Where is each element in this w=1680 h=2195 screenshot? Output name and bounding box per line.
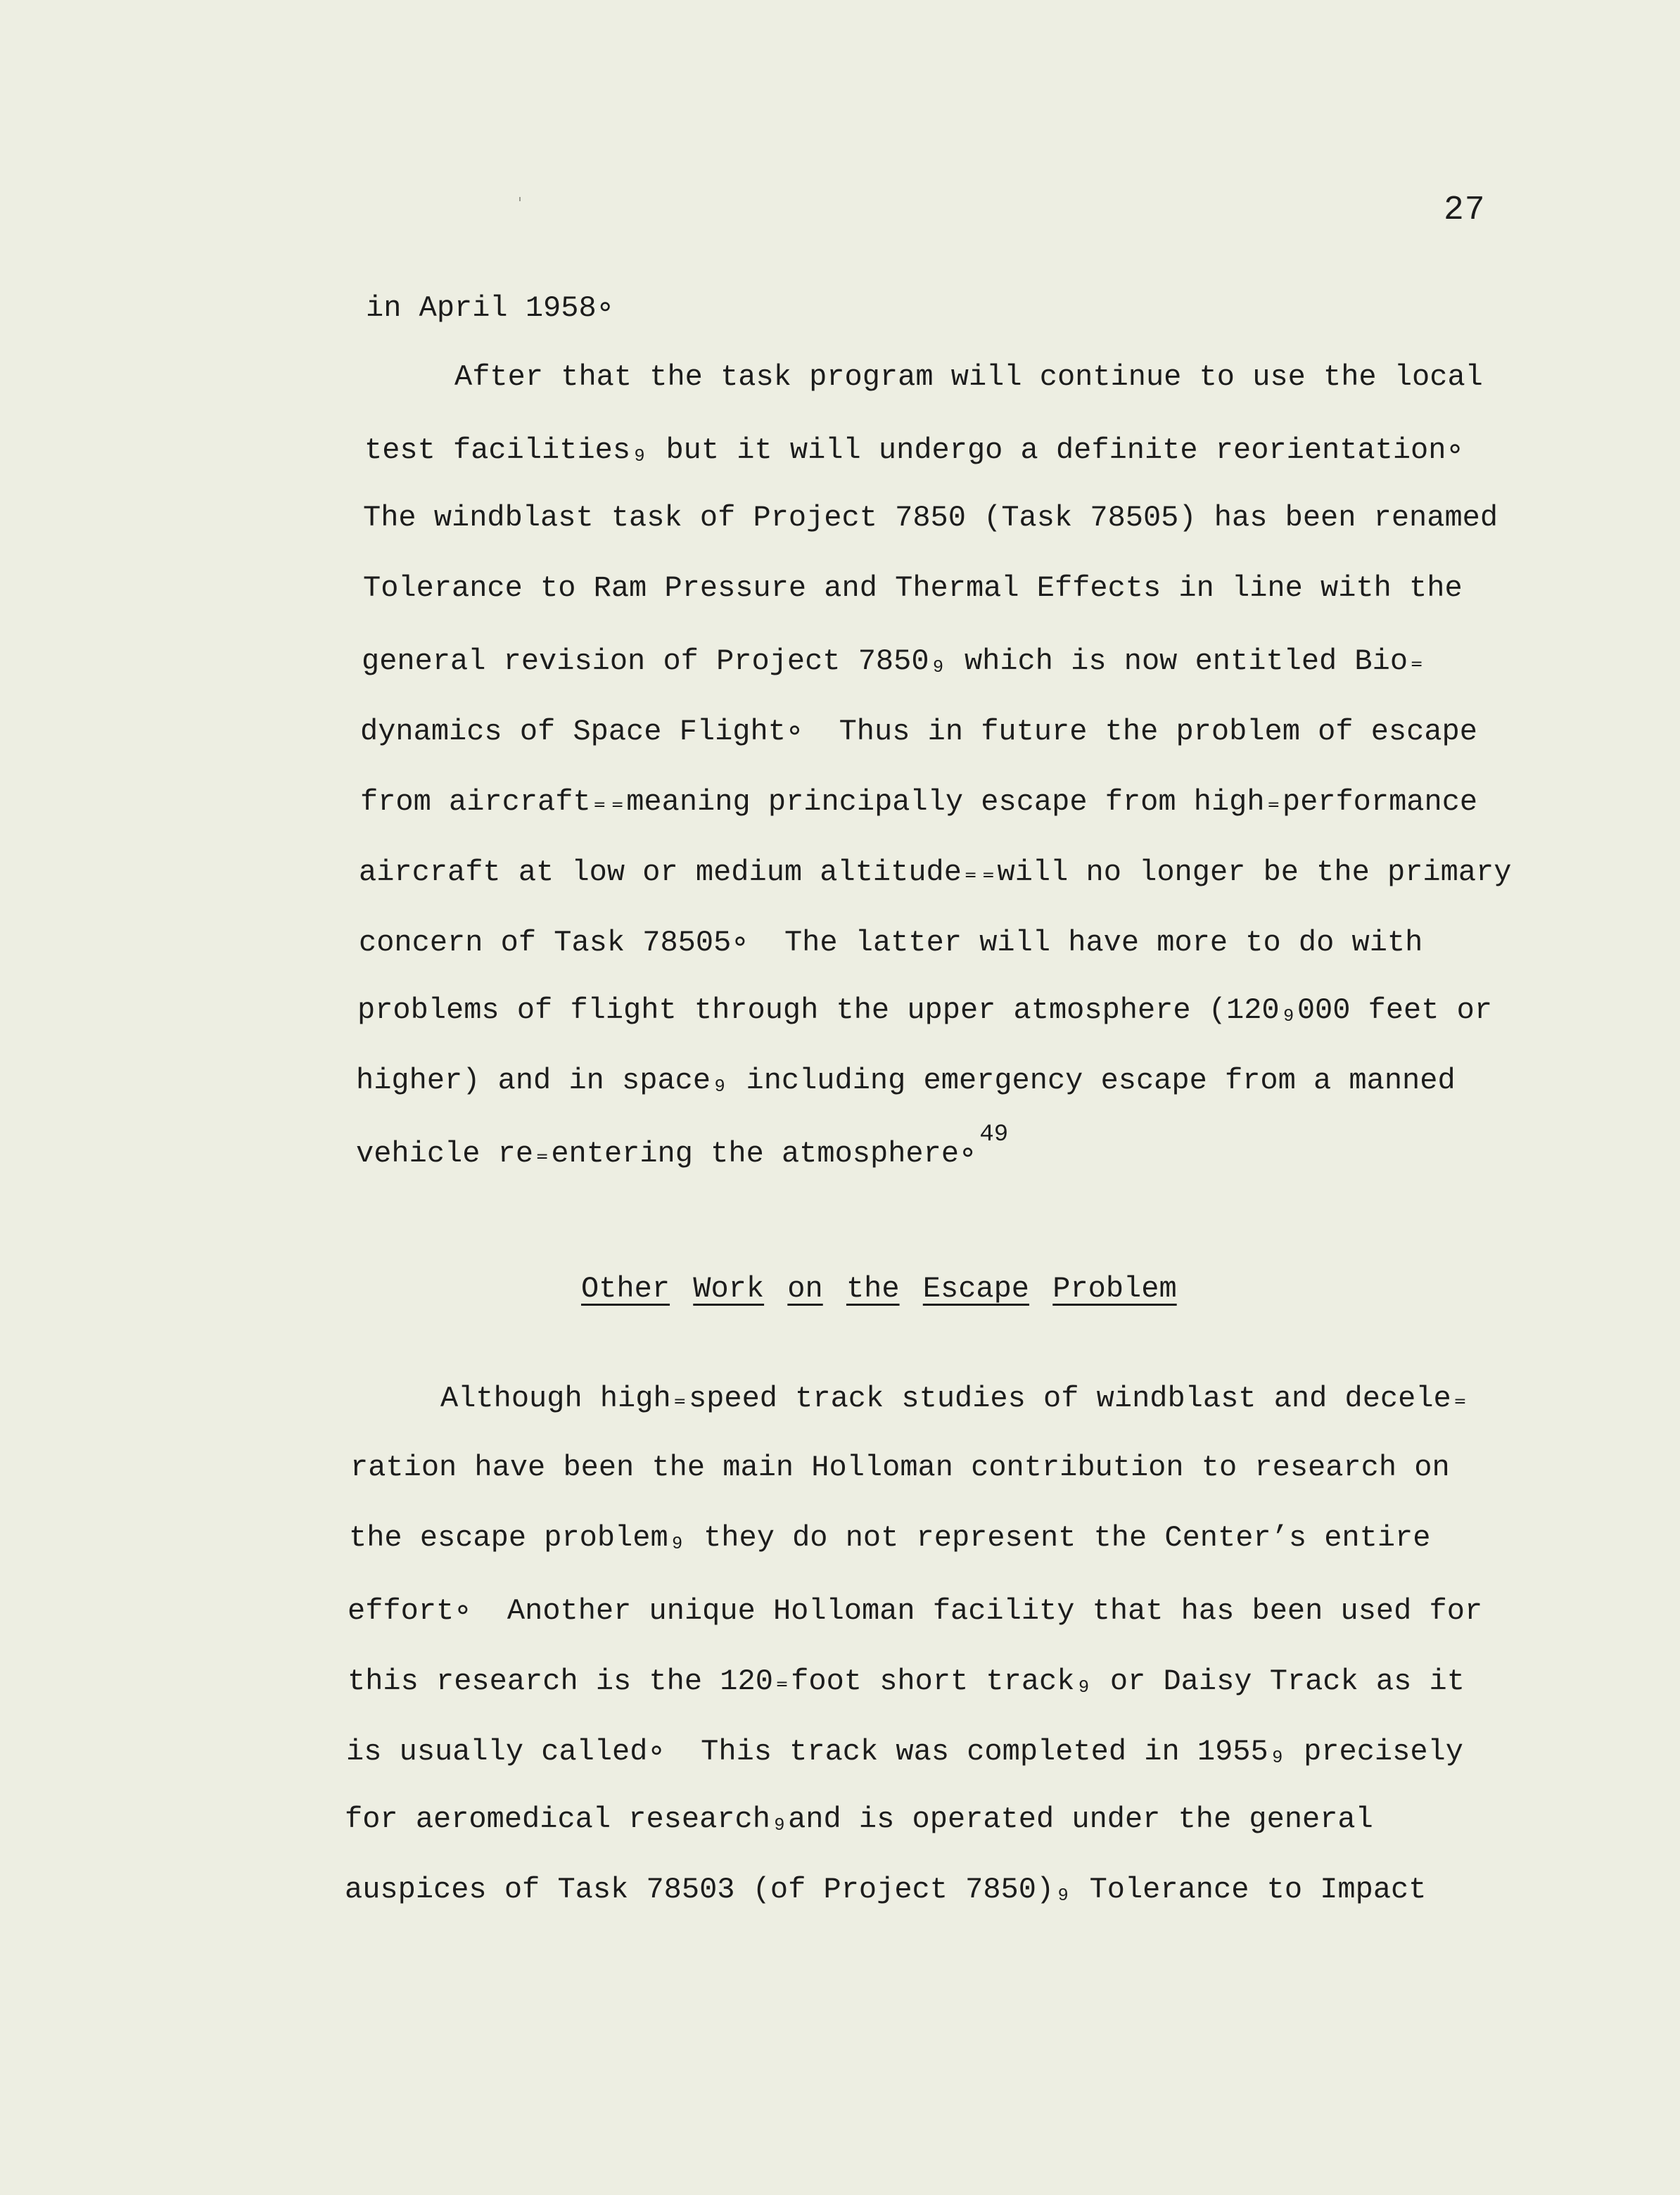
text-line: auspices of Task 78503 (of Project 7850)₉ Tolerance to Impact [345,1873,1427,1907]
text-line: Although high₌speed track studies of windblast and decele₌ [352,1382,1470,1415]
heading-word: Other [581,1272,670,1306]
text-line: concern of Task 78505∘ The latter will have more to do with [359,926,1423,960]
text-line: test facilities₉ but it will undergo a definite reorientation∘ [364,433,1464,467]
text-line: aircraft at low or medium altitude₌₌will no longer be the primary [359,855,1512,889]
text-line: this research is the 120₌foot short track₉ or Daisy Track as it [348,1665,1465,1698]
text-line: higher) and in space₉ including emergency escape from a manned [356,1064,1456,1098]
text-line: from aircraft₌₌meaning principally escape from high₌performance [360,785,1478,819]
text-line: effort∘ Another unique Holloman facility that has been used for [348,1594,1483,1628]
text-line: general revision of Project 7850₉ which is now entitled Bio₌ [362,644,1426,678]
section-heading [581,1272,1177,1306]
text-line: The windblast task of Project 7850 (Task 78505) has been renamed [363,501,1498,535]
heading-word: the [846,1272,900,1306]
text-line: vehicle re₌entering the atmosphere∘ [356,1137,977,1171]
heading-word: Escape [922,1272,1030,1306]
page-number: 27 [1444,191,1486,229]
footnote-reference: 49 [979,1121,1009,1148]
heading-word: on [787,1272,823,1306]
text-line: After that the task program will continue to use the local [366,360,1483,394]
text-line: ration have been the main Holloman contribution to research on [350,1451,1450,1484]
text-line: in April 1958∘ [366,291,614,325]
stray-mark [519,197,521,201]
text-line: Tolerance to Ram Pressure and Thermal Effects in line with the [363,571,1463,605]
text-line: the escape problem₉ they do not represent the Center’s entire [349,1521,1431,1555]
heading-word: Problem [1052,1272,1177,1306]
text-line: problems of flight through the upper atmosphere (120₉000 feet or [357,993,1493,1027]
text-line: for aeromedical research₉and is operated under the general [345,1802,1373,1836]
text-line: is usually called∘ This track was completed in 1955₉ precisely [346,1735,1463,1769]
text-line-with-footnote [356,1121,1009,1171]
text-line: dynamics of Space Flight∘ Thus in future the problem of escape [360,715,1477,749]
heading-word: Work [693,1272,765,1306]
